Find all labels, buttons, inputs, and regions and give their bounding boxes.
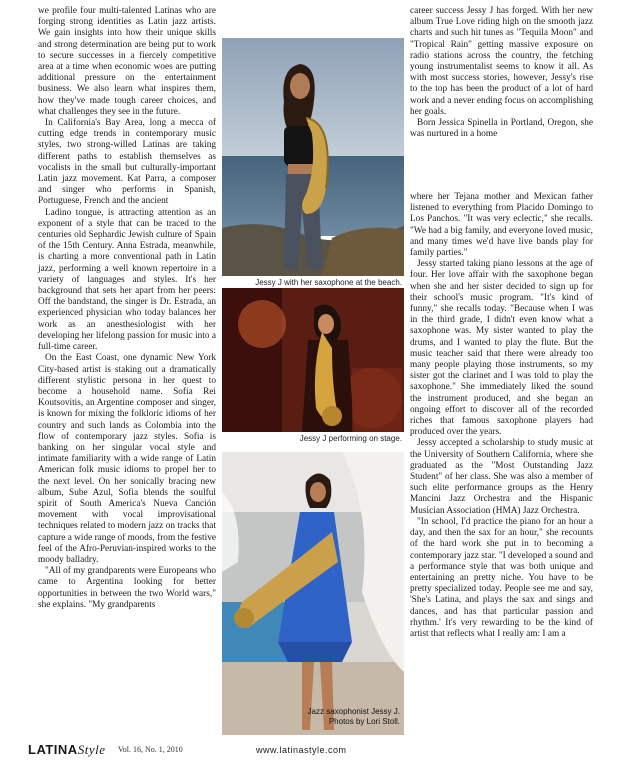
page-footer: [28, 742, 608, 760]
beach-photo: [222, 38, 404, 276]
stage-photo: [222, 288, 404, 432]
article-column-right-top: [410, 6, 593, 140]
paragraph: career success Jessy J has forged. With her new album True Love riding high on the smooth jazz charts and such hit tunes as "Tequila Moon" and "Tropical Rain" getting massive exposure on radio stations across the country, the fetching young instrumentalist seems to know it all. As with most success stories, however, Jessy's rise to the top has been the product of a lot of hard work and a never ending focus on accomplishing her goals.: [410, 6, 593, 117]
magazine-logo: LATINAStyle: [28, 742, 106, 757]
article-column-right: [410, 192, 593, 640]
paragraph: On the East Coast, one dynamic New York City-based artist is staking out a dramatically different stylistic persona in her quest to become a household name. Sofia Rei Koutsovitis, an Argentine composer and singer, is known for mixing the folkloric idioms of her country and such lands as Colombia into the flow of contemporary jazz styles. Sofia is banking on her singular vocal style and intimate familiarity with a wide range of Latin American folk music idioms to propel her to the next level. On her sonically bracing new album, Sube Azul, Sofia blends the soulful spirit of South America's Nueva Canción movement with vocal improvisational techniques related to modern jazz on tracks that capture a wide range of moods, from the festive feel of the Afro-Peruvian-inspired works to the moody balladry.: [38, 353, 216, 565]
paragraph: Ladino tongue, is attracting attention as an exponent of a style that can be traced to the centuries old Sephardic Jewish culture of Spain of the 15th Century. Anna Estrada, meanwhile, is charting a more conventional path in Latin jazz, performing a well known repertoire in a variety of languages and styles. It's her background that sets her apart from her peers: Off the bandstand, the singer is Dr. Estrada, an experienced physician who today balances her work as an anesthesiologist with her developing her lifelong passion for music into a full-time career.: [38, 207, 216, 353]
pool-photo: [222, 452, 404, 735]
paragraph: Jessy started taking piano lessons at the age of four. Her love affair with the saxophone began when she and her sister decided to sign up for their school's music program. "It's kind of funny," she recalls today. "Because when I was in the third grade, I didn't even know what a saxophone was. My sister wanted to play the drums, and I wanted to play the flute. But the music teacher said that there were already too many people playing those instruments, so my sister got the clarinet and I was told to play the saxophone." She immediately liked the sound the instrument produced, and she began an ongoing effort to discover all of the recorded riches that famous saxophone players had produced over the years.: [410, 259, 593, 438]
photo-caption: Jessy J with her saxophone at the beach.: [255, 278, 402, 287]
paragraph: "In school, I'd practice the piano for an hour a day, and then the sax for an hour," she recounts of the hard work she put in to becoming a contemporary jazz star. "I developed a sound and a performance style that was both unique and entertaining an pretty niche. You have to be pretty specialized today. People see me and say, 'She's Latina, and plays the sax and sings and dances, and has that particular passion and rhythm.' It's very rewarding to be the kind of artist that reflects what I really am: I am a: [410, 516, 593, 639]
photo-caption: Jessy J performing on stage.: [299, 434, 402, 443]
paragraph: where her Tejana mother and Mexican father listened to everything from Placido Domingo to Los Panchos. "It was very eclectic," she recalls. "We had a big family, and everyone loved music, and many times we'd have live bands play for family parties.": [410, 192, 593, 259]
paragraph: Born Jessica Spinella in Portland, Oregon, she was nurtured in a home: [410, 118, 593, 140]
paragraph: In California's Bay Area, long a mecca of cutting edge trends in contemporary music styles, two strong-willed Latinas are taking different paths to establish themselves as vocalists in the small but culturally-important Latin jazz movement. Kat Parra, a composer and singer who performs in Spanish, Portuguese, French and the ancient: [38, 118, 216, 207]
website-url: www.latinastyle.com: [256, 745, 347, 755]
issue-info: Vol. 16, No. 1, 2010: [118, 745, 183, 754]
photo-credit: Photos by Lori Stoll.: [328, 717, 400, 726]
photo-caption: [290, 707, 400, 727]
paragraph: we profile four multi-talented Latinas who are forging strong identities as Latin jazz artists. We gain insights into how their unique skills and strong determination are being put to work to secure successes in a fiercely competitive area at a time when economic woes are putting additional pressure on the entertainment business. We also learn what inspires them, how they've made tough career choices, and what challenges they see in the future.: [38, 6, 216, 117]
article-column-left: [38, 6, 216, 611]
paragraph: "All of my grandparents were Europeans who came to Argentina looking for better opportunities in between the two World wars," she explains. "My grandparents: [38, 566, 216, 610]
paragraph: Jessy accepted a scholarship to study music at the University of Southern California, where she graduated as the "Most Outstanding Jazz Student" of her class. She was also a member of such elite performance groups as the Henry Mancini Jazz Orchestra and the Hispanic Musician Association (HMA) Jazz Orchestra.: [410, 438, 593, 516]
caption-line: Jazz saxophonist Jessy J.: [307, 707, 400, 716]
